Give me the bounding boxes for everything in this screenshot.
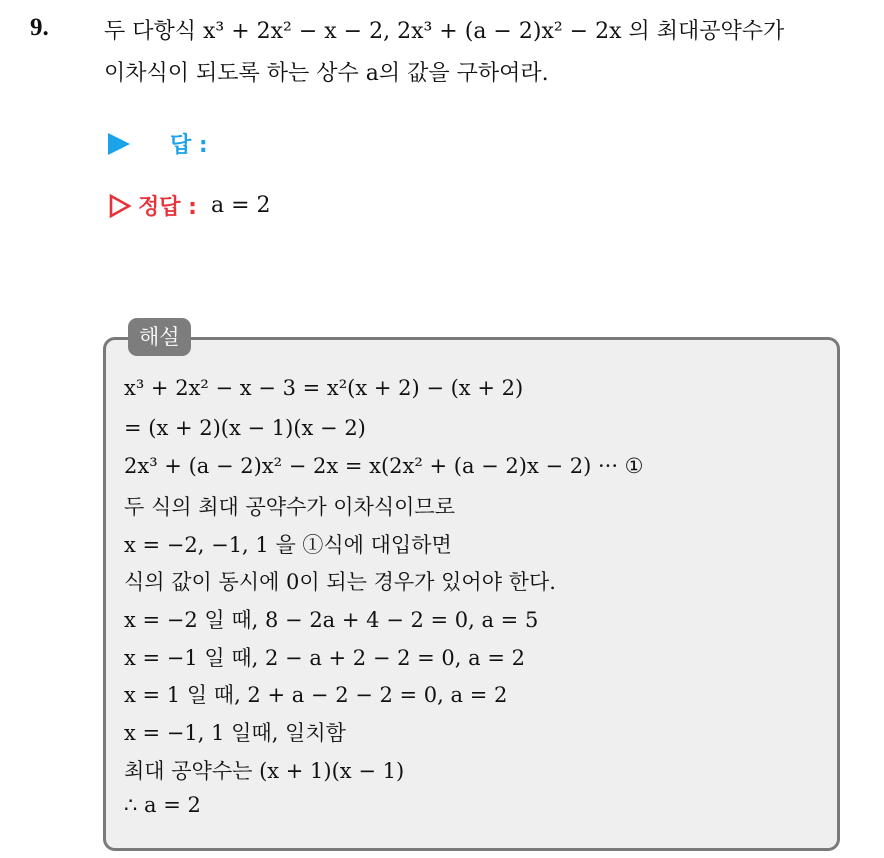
solution-line: 두 식의 최대 공약수가 이차식이므로 <box>124 495 455 519</box>
correct-answer-value: a = 2 <box>210 193 271 218</box>
answer-label: 답 : <box>170 133 208 158</box>
correct-answer-label: 정답 : <box>138 195 197 220</box>
play-filled-triangle-icon <box>108 133 130 155</box>
play-outline-triangle-icon <box>108 193 132 219</box>
correct-answer-row <box>108 190 271 221</box>
solution-line: x = −2, −1, 1 을 ①식에 대입하면 <box>124 533 452 557</box>
solution-line: = (x + 2)(x − 1)(x − 2) <box>124 416 366 440</box>
solution-line: x = −1 일 때, 2 − a + 2 − 2 = 0, a = 2 <box>124 646 525 670</box>
solution-line: x³ + 2x² − x − 3 = x²(x + 2) − (x + 2) <box>124 376 524 400</box>
solution-tag: 해설 <box>128 318 191 356</box>
question-line-1: 두 다항식 x³ + 2x² − x − 2, 2x³ + (a − 2)x² − 2x 의 최대공약수가 <box>104 19 785 44</box>
question-line-2: 이차식이 되도록 하는 상수 a의 값을 구하여라. <box>104 61 549 86</box>
solution-line: x = 1 일 때, 2 + a − 2 − 2 = 0, a = 2 <box>124 683 508 707</box>
solution-line: x = −1, 1 일때, 일치함 <box>124 721 346 745</box>
solution-line: 식의 값이 동시에 0이 되는 경우가 있어야 한다. <box>124 570 556 594</box>
solution-line: 2x³ + (a − 2)x² − 2x = x(2x² + (a − 2)x − 2) ··· ① <box>124 454 644 478</box>
solution-line: ∴ a = 2 <box>124 793 201 817</box>
solution-line: 최대 공약수는 (x + 1)(x − 1) <box>124 759 405 783</box>
answer-row <box>108 128 208 159</box>
solution-line: x = −2 일 때, 8 − 2a + 4 − 2 = 0, a = 5 <box>124 608 539 632</box>
question-number: 9. <box>30 14 49 41</box>
